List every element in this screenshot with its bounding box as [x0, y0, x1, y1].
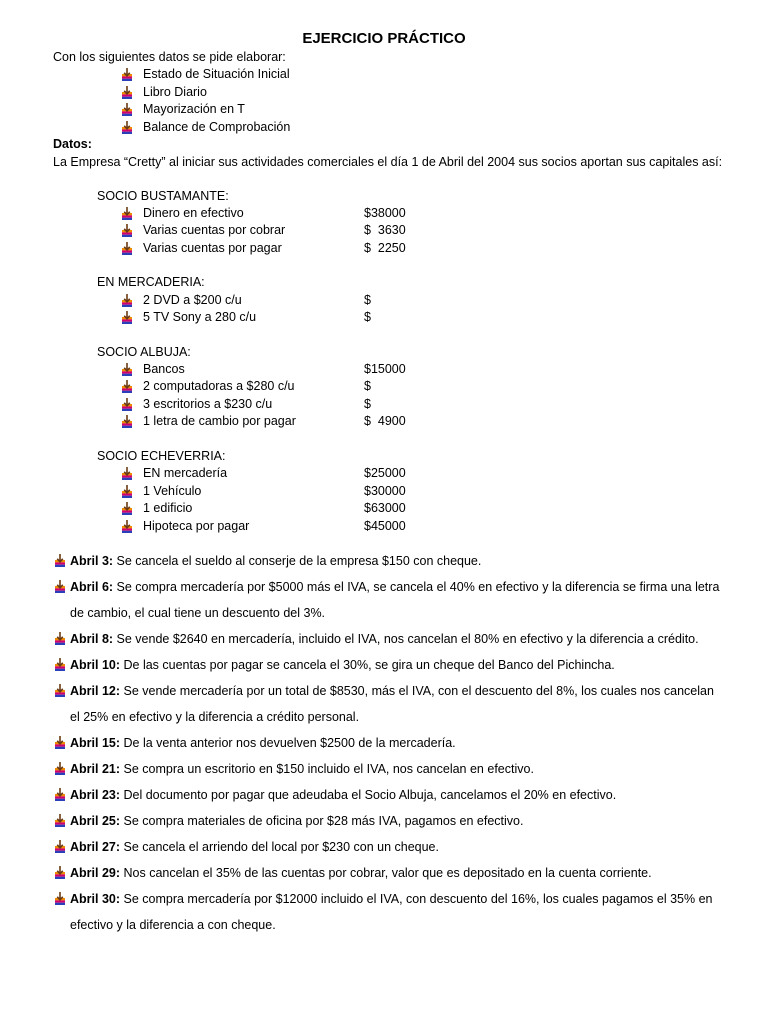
- arrow-bullet-icon: [53, 736, 67, 749]
- item-amount: $ 2250: [364, 241, 406, 255]
- arrow-bullet-icon: [120, 485, 134, 498]
- transaction-entry: [53, 730, 723, 756]
- item-label: Dinero en efectivo: [143, 206, 244, 220]
- arrow-bullet-icon: [120, 103, 134, 116]
- arrow-bullet-icon: [120, 311, 134, 324]
- arrow-bullet-icon: [53, 684, 67, 697]
- item-amount: $30000: [364, 484, 406, 498]
- entry-text: Se vende $2640 en mercadería, incluido el IVA, nos cancelan el 80% en efectivo y la diferencia a crédito.: [113, 632, 699, 646]
- item-label: Hipoteca por pagar: [143, 519, 250, 533]
- item-label: 1 edificio: [143, 501, 193, 515]
- arrow-bullet-icon: [53, 788, 67, 801]
- entry-text: Se compra mercadería por $12000 incluido el IVA, con descuento del 16%, los cuales pagamos el 35% en efectivo y la diferencia a con cheque.: [70, 892, 713, 932]
- item-amount: $15000: [364, 362, 406, 376]
- item-amount: $ 3630: [364, 223, 406, 237]
- arrow-bullet-icon: [120, 121, 134, 134]
- transaction-entry: [53, 756, 723, 782]
- transaction-entry: [53, 548, 723, 574]
- transaction-entry: [53, 626, 723, 652]
- capital-item: [120, 222, 720, 239]
- entry-text: Se cancela el arriendo del local por $230 con un cheque.: [120, 840, 439, 854]
- item-amount: $: [364, 310, 371, 324]
- transaction-entry: [53, 860, 723, 886]
- entry-text: Se compra mercadería por $5000 más el IVA, se cancela el 40% en efectivo y la diferencia se firma una letra de cambio, el cual tiene un descuento del 3%.: [70, 580, 720, 620]
- capital-item: [120, 396, 720, 413]
- arrow-bullet-icon: [53, 554, 67, 567]
- arrow-bullet-icon: [120, 467, 134, 480]
- section-heading: SOCIO BUSTAMANTE:: [97, 189, 229, 203]
- capital-item: [120, 500, 720, 517]
- item-label: 2 DVD a $200 c/u: [143, 293, 242, 307]
- item-amount: $ 4900: [364, 414, 406, 428]
- transaction-entry: [53, 886, 723, 938]
- entry-date: Abril 29:: [70, 866, 121, 880]
- item-amount: $: [364, 293, 371, 307]
- arrow-bullet-icon: [53, 580, 67, 593]
- item-label: 3 escritorios a $230 c/u: [143, 397, 273, 411]
- capital-item: [120, 292, 720, 309]
- arrow-bullet-icon: [120, 520, 134, 533]
- transaction-entry: [53, 574, 723, 626]
- arrow-bullet-icon: [53, 658, 67, 671]
- datos-label: Datos:: [53, 137, 92, 151]
- entry-date: Abril 3:: [70, 554, 114, 568]
- arrow-bullet-icon: [120, 363, 134, 376]
- capital-item: [120, 240, 720, 257]
- capital-item: [120, 205, 720, 222]
- entry-date: Abril 23:: [70, 788, 121, 802]
- section-heading: SOCIO ECHEVERRIA:: [97, 449, 226, 463]
- item-label: Varias cuentas por cobrar: [143, 223, 286, 237]
- arrow-bullet-icon: [53, 814, 67, 827]
- entry-date: Abril 30:: [70, 892, 121, 906]
- transaction-entry: [53, 782, 723, 808]
- item-amount: $25000: [364, 466, 406, 480]
- arrow-bullet-icon: [53, 892, 67, 905]
- item-amount: $45000: [364, 519, 406, 533]
- section-heading: EN MERCADERIA:: [97, 275, 205, 289]
- arrow-bullet-icon: [120, 242, 134, 255]
- capital-item: [120, 483, 720, 500]
- item-label: EN mercadería: [143, 466, 228, 480]
- capital-item: [120, 309, 720, 326]
- arrow-bullet-icon: [120, 380, 134, 393]
- arrow-bullet-icon: [120, 207, 134, 220]
- entry-date: Abril 10:: [70, 658, 121, 672]
- document-title: EJERCICIO PRÁCTICO: [302, 30, 466, 47]
- entry-date: Abril 25:: [70, 814, 121, 828]
- task-label: Estado de Situación Inicial: [143, 67, 290, 81]
- capital-item: [120, 465, 720, 482]
- capital-item: [120, 518, 720, 535]
- transaction-entry: [53, 834, 723, 860]
- capital-item: [120, 378, 720, 395]
- entry-date: Abril 12:: [70, 684, 121, 698]
- arrow-bullet-icon: [120, 398, 134, 411]
- entry-text: Nos cancelan el 35% de las cuentas por cobrar, valor que es depositado en la cuenta corriente.: [120, 866, 652, 880]
- entry-date: Abril 27:: [70, 840, 121, 854]
- task-label: Libro Diario: [143, 85, 207, 99]
- item-label: Bancos: [143, 362, 185, 376]
- capital-item: [120, 413, 720, 430]
- arrow-bullet-icon: [53, 632, 67, 645]
- arrow-bullet-icon: [120, 294, 134, 307]
- entry-date: Abril 8:: [70, 632, 114, 646]
- item-amount: $: [364, 397, 371, 411]
- intro-text: Con los siguientes datos se pide elaborar:: [53, 50, 286, 64]
- task-label: Mayorización en T: [143, 102, 245, 116]
- item-amount: $63000: [364, 501, 406, 515]
- entry-text: De las cuentas por pagar se cancela el 30%, se gira un cheque del Banco del Pichincha.: [120, 658, 615, 672]
- arrow-bullet-icon: [120, 415, 134, 428]
- transaction-entry: [53, 652, 723, 678]
- arrow-bullet-icon: [120, 224, 134, 237]
- task-label: Balance de Comprobación: [143, 120, 291, 134]
- item-label: 1 Vehículo: [143, 484, 202, 498]
- capital-item: [120, 361, 720, 378]
- section-heading: SOCIO ALBUJA:: [97, 345, 191, 359]
- item-label: Varias cuentas por pagar: [143, 241, 282, 255]
- entry-text: De la venta anterior nos devuelven $2500 de la mercadería.: [120, 736, 456, 750]
- arrow-bullet-icon: [53, 840, 67, 853]
- entry-text: Se vende mercadería por un total de $8530, más el IVA, con el descuento del 8%, los cuales nos cancelan el 25% en efectivo y la diferencia a crédito personal.: [70, 684, 714, 724]
- item-amount: $: [364, 379, 371, 393]
- entry-text: Se cancela el sueldo al conserje de la empresa $150 con cheque.: [113, 554, 482, 568]
- arrow-bullet-icon: [120, 86, 134, 99]
- item-amount: $38000: [364, 206, 406, 220]
- entry-text: Del documento por pagar que adeudaba el Socio Albuja, cancelamos el 20% en efectivo.: [120, 788, 617, 802]
- arrow-bullet-icon: [120, 502, 134, 515]
- entry-date: Abril 21:: [70, 762, 121, 776]
- entry-date: Abril 15:: [70, 736, 121, 750]
- transaction-entry: [53, 808, 723, 834]
- datos-text: La Empresa “Cretty” al iniciar sus actividades comerciales el día 1 de Abril del 2004 sus socios aportan sus capitales así:: [53, 155, 723, 169]
- entry-date: Abril 6:: [70, 580, 114, 594]
- arrow-bullet-icon: [53, 866, 67, 879]
- arrow-bullet-icon: [53, 762, 67, 775]
- item-label: 1 letra de cambio por pagar: [143, 414, 296, 428]
- entry-text: Se compra materiales de oficina por $28 más IVA, pagamos en efectivo.: [120, 814, 524, 828]
- entry-text: Se compra un escritorio en $150 incluido el IVA, nos cancelan en efectivo.: [120, 762, 534, 776]
- item-label: 2 computadoras a $280 c/u: [143, 379, 295, 393]
- item-label: 5 TV Sony a 280 c/u: [143, 310, 257, 324]
- transaction-entry: [53, 678, 723, 730]
- arrow-bullet-icon: [120, 68, 134, 81]
